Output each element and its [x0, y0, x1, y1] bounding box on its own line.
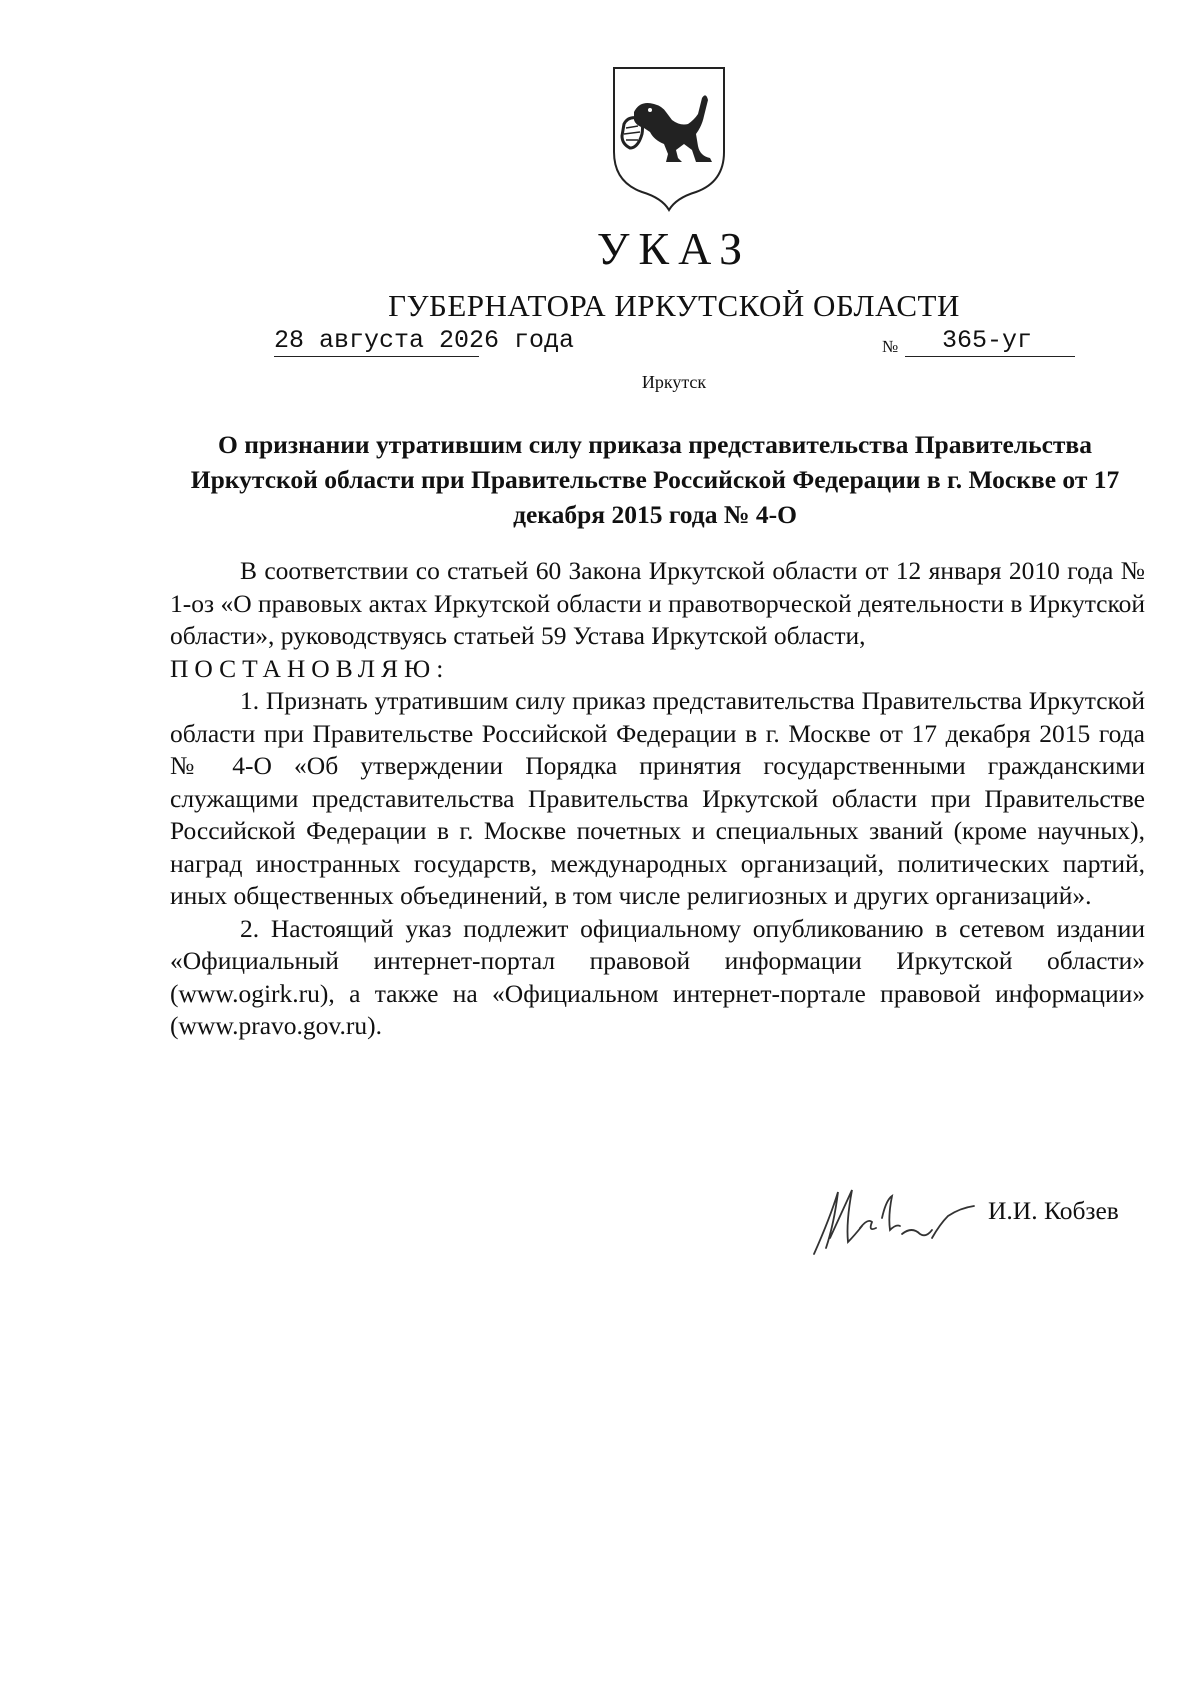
- signer-name: И.И. Кобзев: [988, 1196, 1119, 1225]
- issuer-heading: ГУБЕРНАТОРА ИРКУТСКОЙ ОБЛАСТИ: [388, 288, 960, 323]
- number-underline: [905, 356, 1075, 357]
- document-type-heading: УКАЗ: [596, 223, 752, 274]
- document-city: Иркутск: [641, 372, 707, 392]
- document-number: 365-уг: [942, 326, 1033, 355]
- item-paragraph-1: 1. Признать утратившим силу приказ представительства Правительства Иркутской области при Правительстве Российской Федерации в г. Москве от 17 декабря 2015 года № 4-О «Об утверждении Порядка принятия государственными гражданскими служащими представительства Правительства Иркутской области при Правительстве Российской Федерации в г. Москве почетных и специальных званий (кроме научных), наград иностранных государств, международных организаций, политических партий, иных общественных объединений, в том числе религиозных и других организаций».: [170, 686, 1145, 910]
- date-underline: [274, 356, 479, 357]
- item-paragraph-2: 2. Настоящий указ подлежит официальному опубликованию в сетевом издании «Официальный интернет-портал правовой информации Иркутской области» (www.ogirk.ru), а также на «Официальном интернет-портале правовой информации» (www.pravo.gov.ru).: [170, 913, 1145, 1040]
- decree-word: ПОСТАНОВЛЯЮ:: [170, 653, 450, 683]
- handwritten-signature-icon: [808, 1178, 978, 1260]
- preamble-paragraph: В соответствии со статьей 60 Закона Иркутской области от 12 января 2010 года № 1-оз «О правовых актах Иркутской области и правотворческой деятельности в Иркутской области», руководствуясь статьей 59 Устава Иркутской области,: [170, 556, 1145, 650]
- irkutsk-coat-of-arms-icon: [610, 64, 728, 212]
- document-date: 28 августа 2026 года: [274, 326, 575, 355]
- document-body: [170, 555, 1145, 1043]
- number-sign: №: [882, 337, 899, 356]
- document-title: О признании утратившим силу приказа представительства Правительства Иркутской области при Правительстве Российской Федерации в г. Москве от 17 декабря 2015 года № 4-О: [190, 430, 1120, 529]
